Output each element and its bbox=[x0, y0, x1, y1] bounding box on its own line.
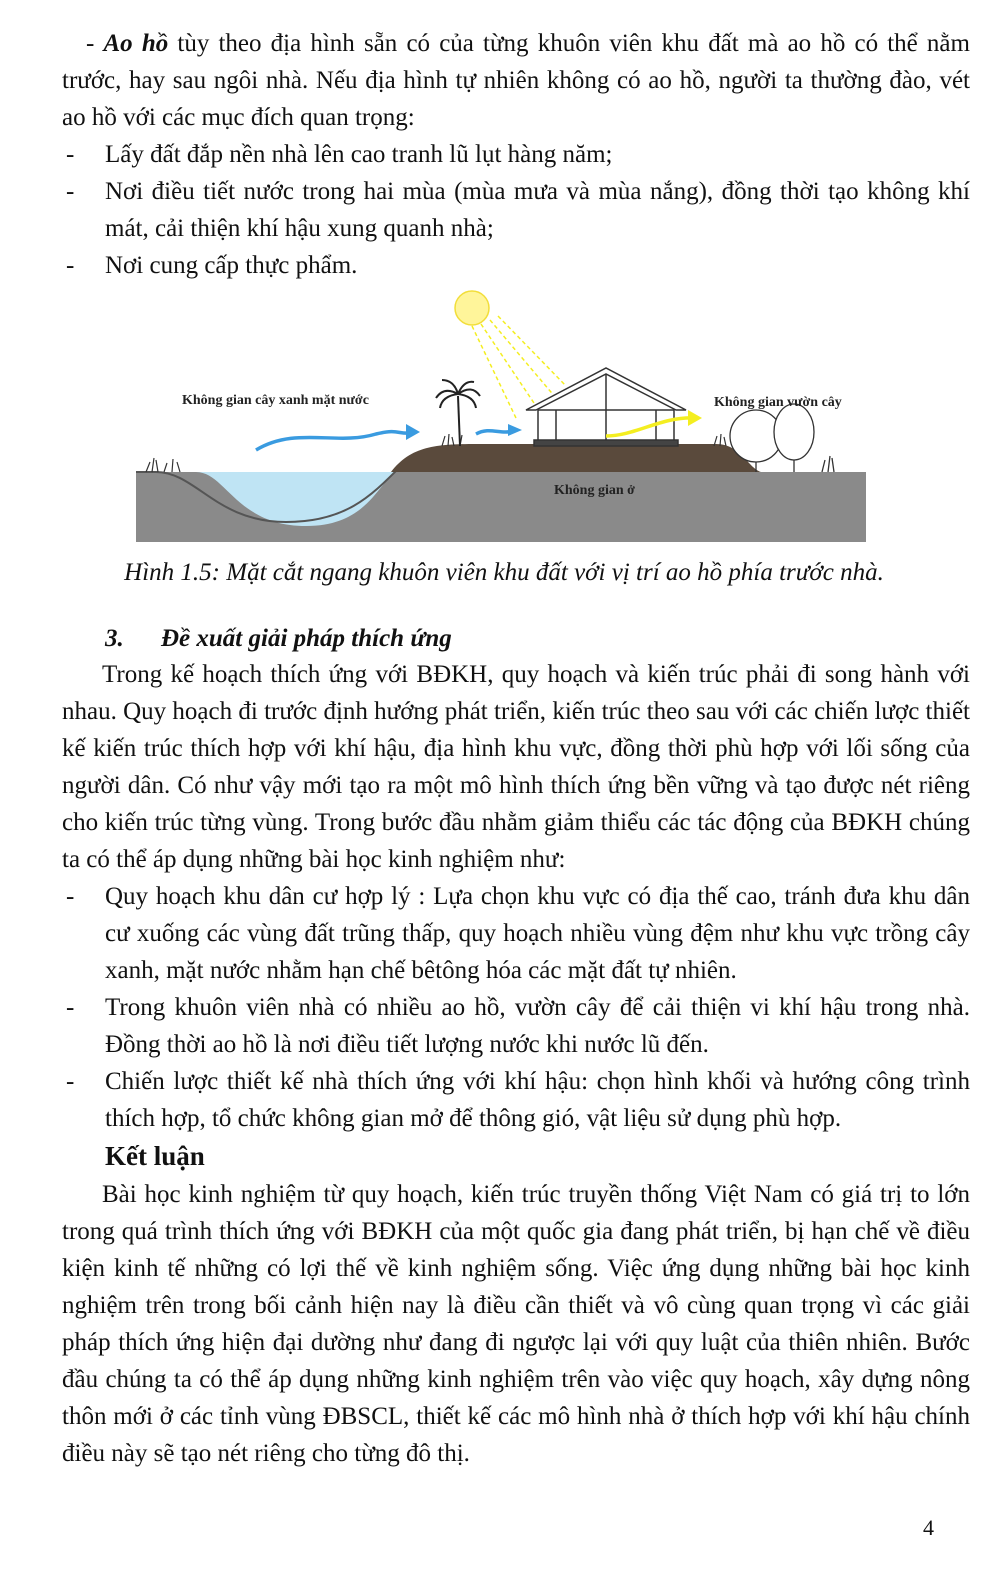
label-living: Không gian ở bbox=[554, 483, 635, 498]
list-item: - Nơi điều tiết nước trong hai mùa (mùa mưa và mùa nắng), đồng thời tạo không khí mát, cải thiện khí hậu xung quanh nhà; bbox=[66, 178, 970, 242]
sun-icon bbox=[455, 291, 489, 325]
label-green-water: Không gian cây xanh mặt nước bbox=[182, 393, 369, 408]
list-item: - Lấy đất đắp nền nhà lên cao tranh lũ lụt hàng năm; bbox=[66, 141, 613, 168]
section3-paragraph: Trong kế hoạch thích ứng với BĐKH, quy hoạch và kiến trúc phải đi song hành với nhau. Quy hoạch đi trước định hướng phát triển, kiến trúc theo sau với các chiến lược thiết kế kiến trúc thích hợp với khí hậu, địa hình khu vực, đồng thời phù hợp với lối sống của người dân. Có như vậy mới tạo ra một mô hình thích ứng bền vững và tạo được nét riêng cho kiến trúc từng vùng. Trong bước đầu nhằm giảm thiểu các tác động của BĐKH chúng ta có thể áp dụng những bài học kinh nghiệm như: bbox=[62, 661, 970, 873]
intro-paragraph bbox=[62, 25, 970, 136]
conclusion-heading: Kết luận bbox=[105, 1141, 205, 1171]
page-number: 4 bbox=[923, 1515, 934, 1540]
section-heading bbox=[105, 620, 452, 657]
section-number: 3. bbox=[105, 625, 124, 652]
section-title: Đề xuất giải pháp thích ứng bbox=[161, 625, 452, 652]
intro-lead-term: Ao hồ bbox=[103, 30, 169, 57]
palm-tree-icon bbox=[436, 380, 480, 446]
conclusion-paragraph: Bài học kinh nghiệm từ quy hoạch, kiến trúc truyền thống Việt Nam có giá trị to lớn trong quá trình thích ứng với BĐKH của một quốc gia đang phát triển, bị hạn chế về điều kiện kinh tế những có lợi thế về kinh nghiệm sống. Việc ứng dụng những bài học kinh nghiệm trên trong bối cảnh hiện nay là điều cần thiết và vô cùng quan trọng vì các giải pháp thích ứng hiện đại dường như đang đi ngược lại với quy luật của thiên nhiên. Bước đầu chúng ta có thể áp dụng những kinh nghiệm trên vào việc quy hoạch, xây dựng nông thôn mới ở các tỉnh vùng ĐBSCL, thiết kế các mô hình nhà ở thích hợp với khí hậu chính điều này sẽ tạo nét riêng cho từng đô thị. bbox=[62, 1181, 970, 1467]
house-mound bbox=[391, 444, 761, 472]
list-item: - Chiến lược thiết kế nhà thích ứng với khí hậu: chọn hình khối và hướng công trình thích hợp, tổ chức không gian mở để thông gió, vật liệu sử dụng phù hợp. bbox=[66, 1068, 970, 1132]
list-item: - Trong khuôn viên nhà có nhiều ao hồ, vườn cây để cải thiện vi khí hậu trong nhà. Đồng thời ao hồ là nơi điều tiết lượng nước khi nước lũ đến. bbox=[66, 994, 970, 1058]
sun-rays bbox=[472, 316, 566, 418]
intro-bullet-list bbox=[62, 136, 970, 284]
intro-text: tùy theo địa hình sẵn có của từng khuôn viên khu đất mà ao hồ có thể nằm trước, hay sau ngôi nhà. Nếu địa hình tự nhiên không có ao hồ, người ta thường đào, vét ao hồ với các mục đích quan trọng: bbox=[62, 30, 970, 131]
list-item: - Quy hoạch khu dân cư hợp lý : Lựa chọn khu vực có địa thế cao, tránh đưa khu dân cư xuống các vùng đất trũng thấp, quy hoạch nhiều vùng đệm như khu vực trồng cây xanh, mặt nước nhằm hạn chế bêtông hóa các mặt đất tự nhiên. bbox=[66, 883, 970, 984]
figure-caption: Hình 1.5: Mặt cắt ngang khuôn viên khu đất với vị trí ao hồ phía trước nhà. bbox=[124, 559, 884, 586]
section3-bullet-list bbox=[62, 878, 970, 1137]
intro-dash: - bbox=[86, 30, 104, 57]
cross-section-figure bbox=[136, 286, 866, 542]
label-garden: Không gian vườn cây bbox=[714, 395, 842, 410]
list-item: - Nơi cung cấp thực phẩm. bbox=[66, 252, 358, 279]
